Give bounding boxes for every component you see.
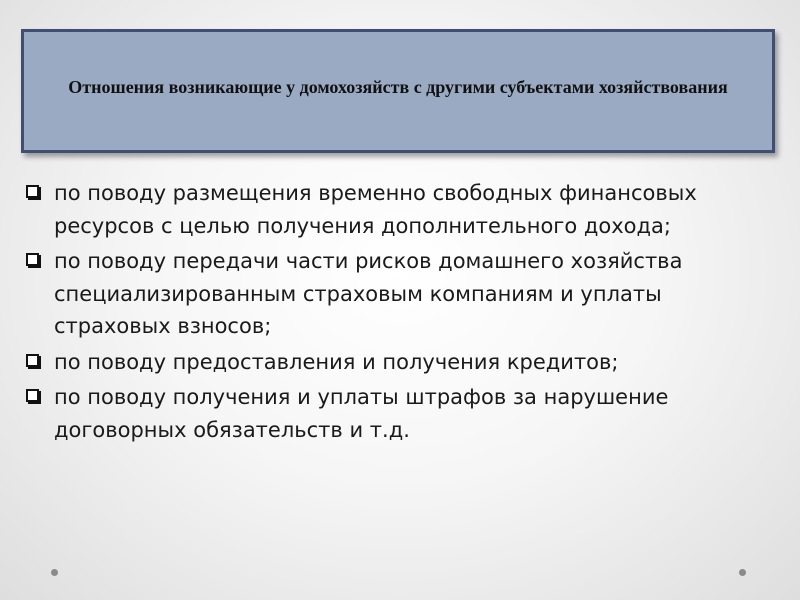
- bullet-item: [24, 381, 784, 446]
- bullet-item: [24, 177, 784, 242]
- decorative-dot-right: [739, 569, 746, 576]
- slide-title: Отношения возникающие у домохозяйств с другими субъектами хозяйствования: [68, 77, 728, 97]
- checkbox-bullet-icon: [26, 389, 39, 402]
- bullet-item: [24, 346, 784, 379]
- bullet-text: по поводу передачи части рисков домашнего хозяйства специализированным страховым компаниям и уплаты страховых взносов;: [54, 249, 683, 338]
- checkbox-bullet-icon: [26, 185, 39, 198]
- decorative-dot-left: [51, 569, 58, 576]
- checkbox-bullet-icon: [26, 354, 39, 367]
- bullet-text: по поводу получения и уплаты штрафов за нарушение договорных обязательств и т.д.: [54, 385, 669, 442]
- bullet-text: по поводу размещения временно свободных финансовых ресурсов с целью получения дополнительного дохода;: [54, 181, 697, 238]
- slide-title-box: [21, 29, 775, 153]
- bullet-text: по поводу предоставления и получения кредитов;: [54, 349, 619, 374]
- bullet-list: [24, 177, 784, 449]
- bullet-item: [24, 245, 784, 343]
- checkbox-bullet-icon: [26, 253, 39, 266]
